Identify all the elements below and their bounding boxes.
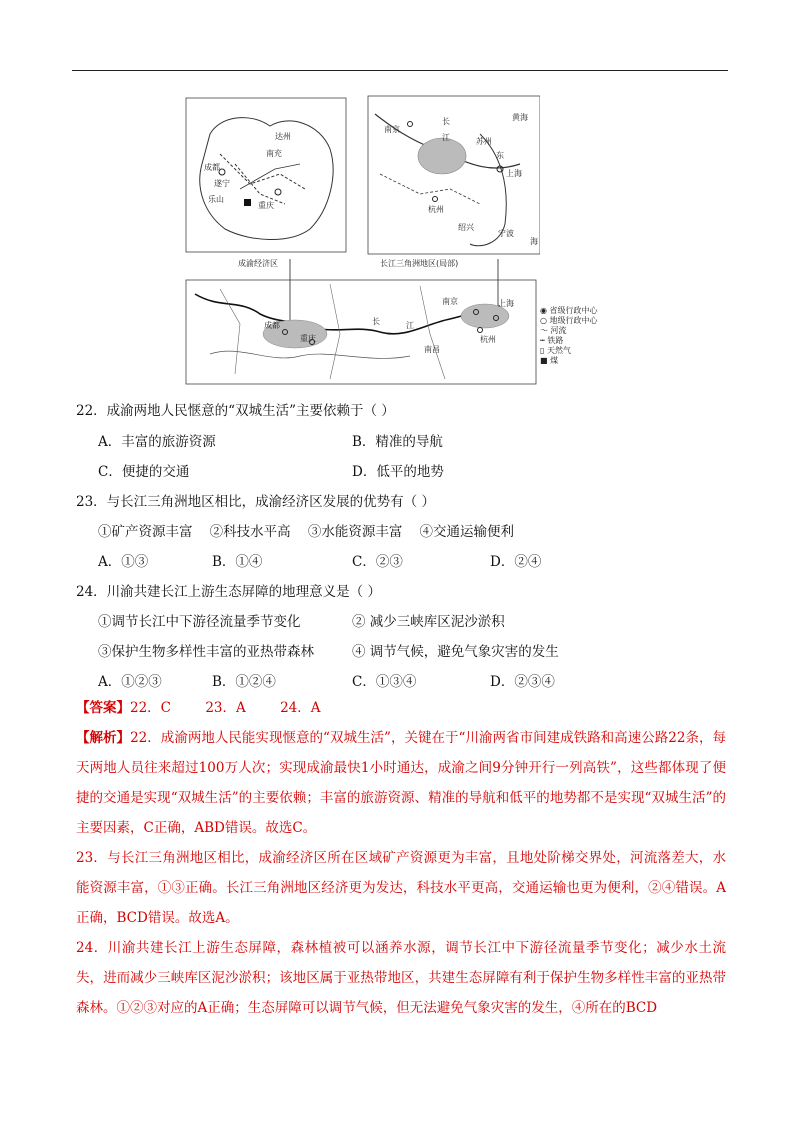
answer-text: 22．C 23．A 24．A (130, 700, 321, 716)
analysis-p23: 23．与长江三角洲地区相比，成渝经济区所在区域矿产资源更为丰富，且地处阶梯交界处，河流落差大，水能资源丰富，①③正确。长江三角洲地区经济更为发达，科技水平更高，交通运输也更为便利，②④错误。A正确，BCD错误。故选A。 (76, 850, 726, 926)
answer-line (76, 693, 726, 723)
svg-text:成都: 成都 (264, 321, 280, 330)
svg-text:成都: 成都 (204, 163, 220, 172)
map-legend (540, 306, 598, 366)
analysis-p22 (76, 723, 726, 843)
legend-prefecture-city: ○ 地级行政中心 (540, 316, 598, 325)
q23-option-a: A．①③ (98, 554, 149, 570)
svg-text:遂宁: 遂宁 (214, 179, 230, 188)
analysis-text-22: 22．成渝两地人民能实现惬意的“双城生活”，关键在于“川渝两省市间建成铁路和高速公路22条，每天两地人员往来超过100万人次；实现成渝最快1小时通达，成渝之间9分钟开行一列高铁”，这些都体现了便捷的交通是实现“双城生活”的主要依赖；丰富的旅游资源、精准的导航和低平的地势都不是实现“双城生活”的主要因素，C正确，ABD错误。故选C。 (76, 730, 726, 836)
svg-text:黄海: 黄海 (512, 113, 528, 122)
analysis-p24: 24．川渝共建长江上游生态屏障，森林植被可以涵养水源，调节长江中下游径流量季节变化；减少水土流失，进而减少三峡库区泥沙淤积；该地区属于亚热带地区，共建生态屏障有利于保护生物多样性丰富的亚热带森林。①②③对应的A正确；生态屏障可以调节气候，但无法避免气象灾害的发生，④所在的BCD (76, 940, 726, 1016)
q22-option-c: C．便捷的交通 (98, 464, 190, 480)
q24-option-c: C．①③④ (352, 674, 417, 690)
svg-text:东: 东 (496, 151, 504, 160)
svg-text:苏州: 苏州 (476, 137, 492, 146)
svg-text:上海: 上海 (498, 299, 514, 308)
svg-text:杭州: 杭州 (428, 205, 444, 214)
q24-item-3: ③保护生物多样性丰富的亚热带森林 (98, 644, 314, 660)
analysis-tag: 【解析】 (76, 730, 131, 746)
q24-option-d: D．②③④ (490, 674, 555, 690)
svg-text:南京: 南京 (442, 297, 458, 306)
svg-text:重庆: 重庆 (300, 334, 316, 343)
svg-text:重庆: 重庆 (258, 201, 274, 210)
q23-items: ①矿产资源丰富 ②科技水平高 ③水能资源丰富 ④交通运输便利 (98, 524, 514, 540)
chengyu-inset-map (186, 98, 346, 268)
svg-text:乐山: 乐山 (208, 195, 224, 204)
svg-text:海: 海 (530, 237, 538, 246)
q23-stem: 23．与长江三角洲地区相比，成渝经济区发展的优势有（ ） (76, 494, 435, 510)
svg-text:长江三角洲地区(局部): 长江三角洲地区(局部) (380, 259, 459, 268)
header-rule (72, 70, 728, 71)
legend-river: ～ 河流 (540, 326, 567, 335)
svg-text:南昌: 南昌 (424, 345, 440, 354)
q22-option-d: D．低平的地势 (352, 464, 444, 480)
svg-text:南京: 南京 (384, 125, 400, 134)
svg-text:江: 江 (442, 133, 450, 142)
yangtze-basin-map (186, 280, 536, 384)
q22-option-a: A．丰富的旅游资源 (98, 434, 216, 450)
q23-option-d: D．②④ (490, 554, 542, 570)
map-figure (180, 94, 540, 386)
legend-provincial-capital: ◉ 省级行政中心 (540, 306, 598, 315)
q24-option-a: A．①②③ (98, 674, 162, 690)
svg-text:上海: 上海 (506, 169, 522, 178)
svg-text:江: 江 (406, 321, 414, 330)
q22-option-b: B．精准的导航 (352, 434, 443, 450)
q24-stem: 24．川渝共建长江上游生态屏障的地理意义是（ ） (76, 584, 381, 600)
svg-text:南充: 南充 (266, 149, 282, 158)
q22-stem: 22．成渝两地人民惬意的“双城生活”主要依赖于（ ） (76, 403, 395, 419)
q23-option-c: C．②③ (352, 554, 403, 570)
map-svg (180, 94, 540, 386)
svg-text:宁波: 宁波 (498, 229, 514, 238)
q24-option-b: B．①②④ (212, 674, 276, 690)
svg-text:绍兴: 绍兴 (458, 223, 474, 232)
q23-option-b: B．①④ (212, 554, 263, 570)
svg-text:达州: 达州 (275, 132, 291, 141)
legend-coal: ■ 煤 (540, 356, 559, 365)
answer-tag: 【答案】 (76, 700, 130, 716)
legend-railway: ┅ 铁路 (540, 336, 564, 345)
yangtze-inset-map (368, 96, 540, 268)
svg-text:成渝经济区: 成渝经济区 (238, 259, 278, 268)
svg-text:长: 长 (372, 317, 380, 326)
svg-text:杭州: 杭州 (480, 335, 496, 344)
svg-text:长: 长 (442, 117, 450, 126)
q24-item-2: ② 减少三峡库区泥沙淤积 (352, 614, 505, 630)
q24-item-1: ①调节长江中下游径流量季节变化 (98, 614, 301, 630)
q24-item-4: ④ 调节气候，避免气象灾害的发生 (352, 644, 559, 660)
legend-natural-gas: ▯ 天然气 (540, 346, 571, 355)
